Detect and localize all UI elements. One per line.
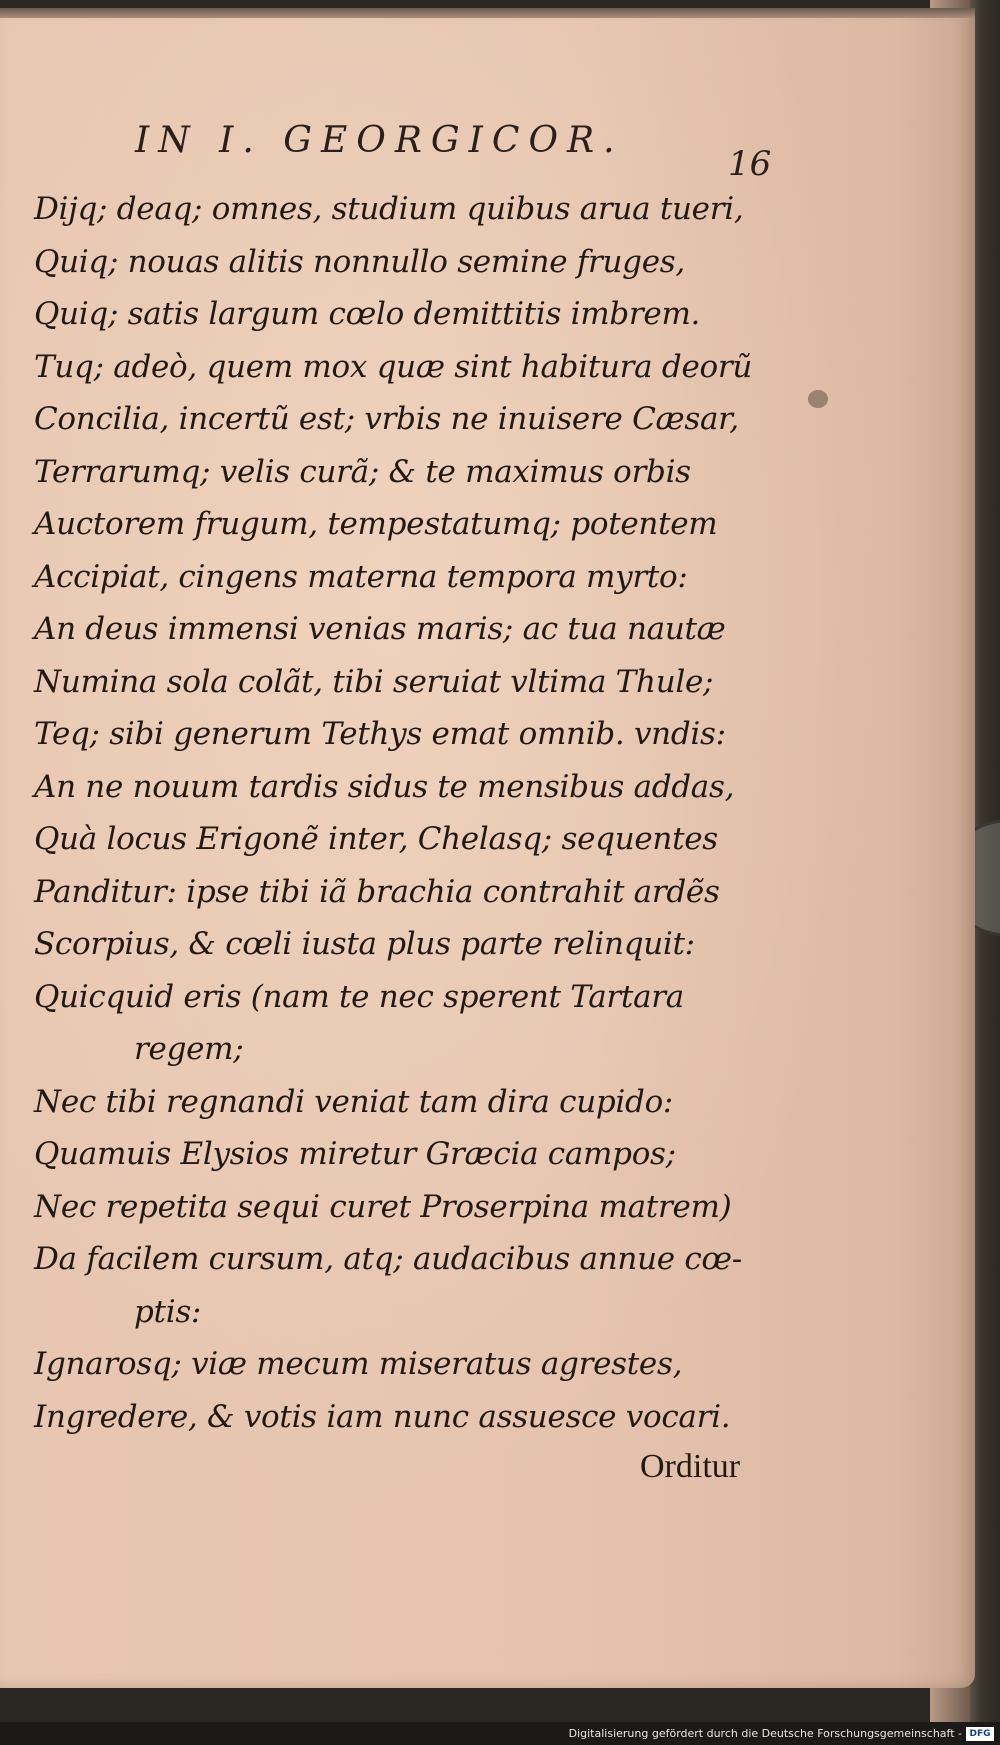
digitization-credit: Digitalisierung gefördert durch die Deutsche Forschungsgemeinschaft - bbox=[568, 1727, 962, 1740]
book-page bbox=[0, 8, 975, 1688]
verse-line: Accipiat, cingens materna tempora myrto: bbox=[34, 558, 688, 595]
page-top-edge bbox=[0, 8, 975, 18]
verse-line: Terrarumq; velis curã; & te maximus orbis bbox=[34, 453, 691, 490]
folio-number: 16 bbox=[728, 144, 772, 184]
verse-line: Quamuis Elysios miretur Græcia campos; bbox=[34, 1136, 676, 1172]
verse-line: Teq; sibi generum Tethys emat omnib. vndis: bbox=[34, 716, 726, 752]
verse-line: Quiq; nouas alitis nonnullo semine fruges, bbox=[34, 243, 685, 280]
verse-line: Dijq; deaq; omnes, studium quibus arua tueri, bbox=[34, 191, 744, 227]
verse-line: Concilia, incertũ est; vrbis ne inuisere Cæsar, bbox=[34, 401, 739, 437]
verse-line: An ne nouum tardis sidus te mensibus addas, bbox=[34, 768, 735, 805]
verse-line: Scorpius, & cœli iusta plus parte relinquit: bbox=[34, 926, 695, 962]
verse-line: ptis: bbox=[134, 1293, 202, 1330]
dfg-logo: DFG bbox=[966, 1727, 994, 1741]
verse-line: regem; bbox=[134, 1031, 244, 1067]
verse-line: Quiq; satis largum cœlo demittitis imbrem. bbox=[34, 296, 701, 332]
verse-line: Panditur: ipse tibi iã brachia contrahit ardẽs bbox=[34, 873, 720, 910]
verse-line: An deus immensi venias maris; ac tua nautæ bbox=[34, 611, 726, 647]
verse-line: Ingredere, & votis iam nunc assuesce vocari. bbox=[34, 1398, 731, 1435]
verse-line: Ignarosq; viæ mecum miseratus agrestes, bbox=[34, 1346, 683, 1382]
verse-block bbox=[34, 183, 814, 1443]
verse-line: Auctorem frugum, tempestatumq; potentem bbox=[34, 506, 718, 542]
verse-line: Quà locus Erigonẽ inter, Chelasq; sequentes bbox=[34, 821, 718, 857]
running-head: IN I. GEORGICOR. bbox=[135, 120, 624, 161]
verse-line: Tuq; adeò, quem mox quæ sint habitura deorũ bbox=[34, 348, 753, 385]
catchword: Orditur bbox=[640, 1448, 741, 1485]
verse-line: Nec tibi regnandi veniat tam dira cupido: bbox=[34, 1083, 674, 1120]
verse-line: Numina sola colãt, tibi seruiat vltima Thule; bbox=[34, 663, 714, 700]
verse-line: Nec repetita sequi curet Proserpina matrem) bbox=[34, 1188, 732, 1225]
verse-line: Quicquid eris (nam te nec sperent Tartara bbox=[34, 978, 684, 1015]
verse-line: Da facilem cursum, atq; audacibus annue cœ- bbox=[34, 1241, 742, 1277]
